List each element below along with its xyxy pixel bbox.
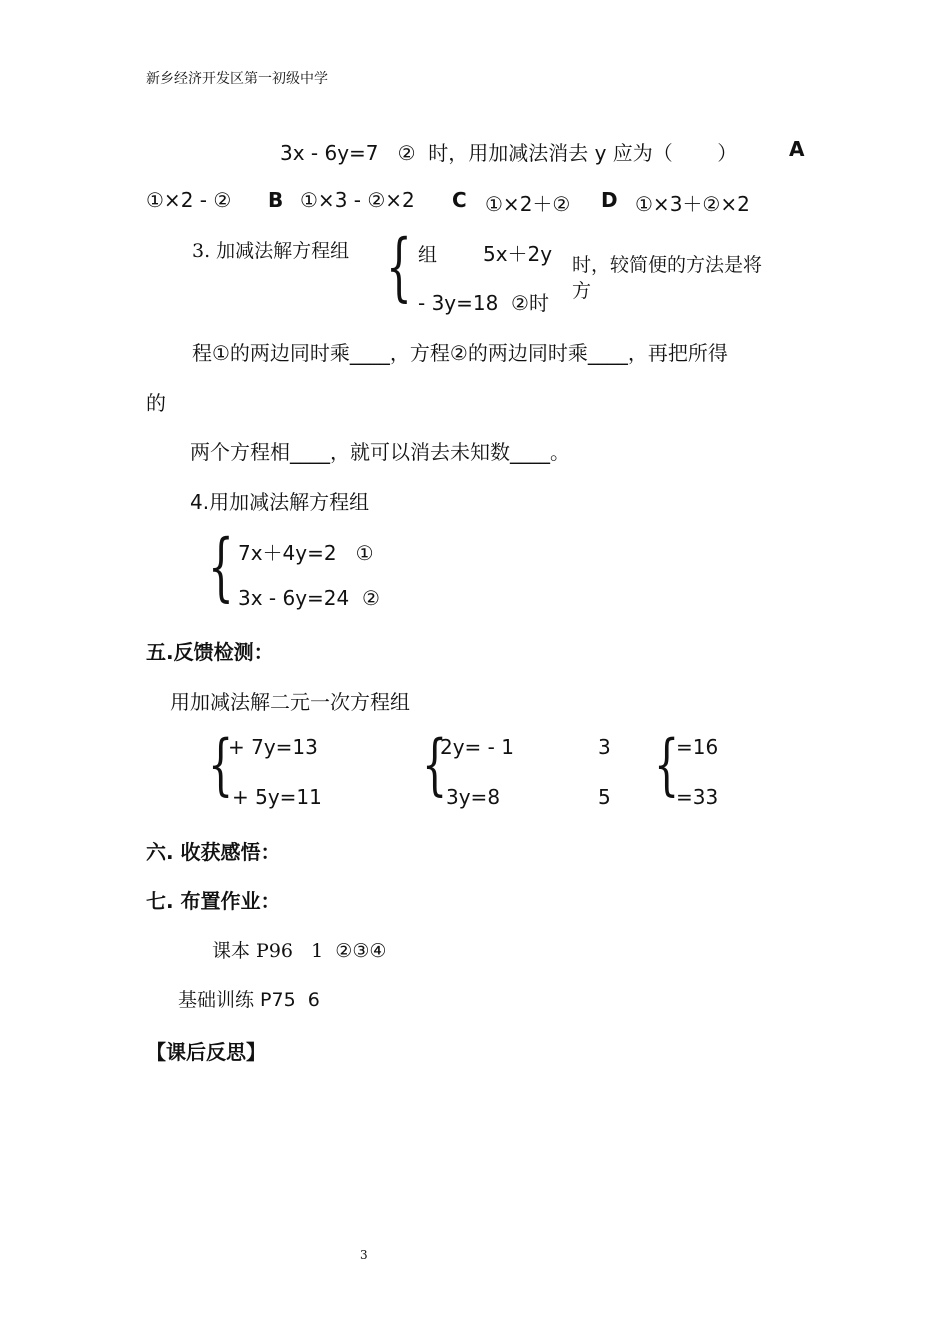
q2-equation-line: 3x - 6y=7 ② 时，用加减法消去 y 应为（ ） (280, 141, 738, 165)
page-number: 3 (360, 1248, 368, 1262)
q3-line2: 程①的两边同时乘____，方程②的两边同时乘____，再把所得 (192, 341, 728, 365)
system1-row1: + 7y=13 (228, 735, 318, 759)
section7-title: 七. 布置作业： (146, 889, 281, 913)
q4-equation-2: 3x - 6y=24 ② (238, 586, 380, 610)
reflection-title: 【课后反思】 (146, 1040, 266, 1064)
section5-intro: 用加减法解二元一次方程组 (170, 690, 410, 714)
system2-brace: { (422, 726, 448, 803)
system2-row1: 2y= - 1 (440, 735, 514, 759)
homework-workbook: 基础训练 P75 6 (178, 989, 320, 1011)
q4-title: 4.用加减法解方程组 (190, 490, 370, 514)
q2-option-d-letter: D (601, 188, 618, 212)
q2-option-a-text: ①×2 - ② (146, 188, 232, 212)
q3-after-text-2: 方 (572, 280, 592, 302)
section5-title: 五.反馈检测： (146, 640, 274, 664)
q3-line4: 两个方程相____，就可以消去未知数____。 (190, 440, 570, 464)
homework-textbook: 课本 P96 1 ②③④ (212, 940, 387, 962)
system1-brace: { (208, 726, 234, 803)
school-header: 新乡经济开发区第一初级中学 (146, 71, 328, 87)
system3-left-1: 3 (598, 735, 611, 759)
system1-row2: + 5y=11 (232, 785, 322, 809)
system3-left-2: 5 (598, 785, 611, 809)
q2-option-b-letter: B (268, 188, 284, 212)
q4-equation-1: 7x＋4y=2 ① (238, 541, 374, 565)
system3-row2: =33 (676, 785, 719, 809)
q3-row1-equation: 5x＋2y (483, 242, 553, 266)
system3-row1: =16 (676, 735, 719, 759)
q3-brace: { (386, 224, 412, 310)
q3-row1-zu: 组 (418, 244, 438, 266)
q3-line3: 的 (146, 391, 166, 415)
q2-option-a-letter: A (789, 137, 805, 161)
q4-brace: { (208, 524, 234, 610)
q2-option-c-text: ①×2＋② (485, 192, 571, 216)
system3-brace: { (654, 726, 680, 803)
q3-row2-equation: - 3y=18 ②时 (418, 291, 549, 315)
q3-intro: 3. 加减法解方程组 (192, 240, 350, 262)
section6-title: 六. 收获感悟： (146, 840, 281, 864)
q2-option-c-letter: C (452, 188, 467, 212)
q2-option-b-text: ①×3 - ②×2 (300, 188, 415, 212)
q2-option-d-text: ①×3＋②×2 (635, 192, 750, 216)
system2-row2: 3y=8 (446, 785, 501, 809)
q3-after-text-1: 时，较简便的方法是将 (572, 254, 763, 276)
